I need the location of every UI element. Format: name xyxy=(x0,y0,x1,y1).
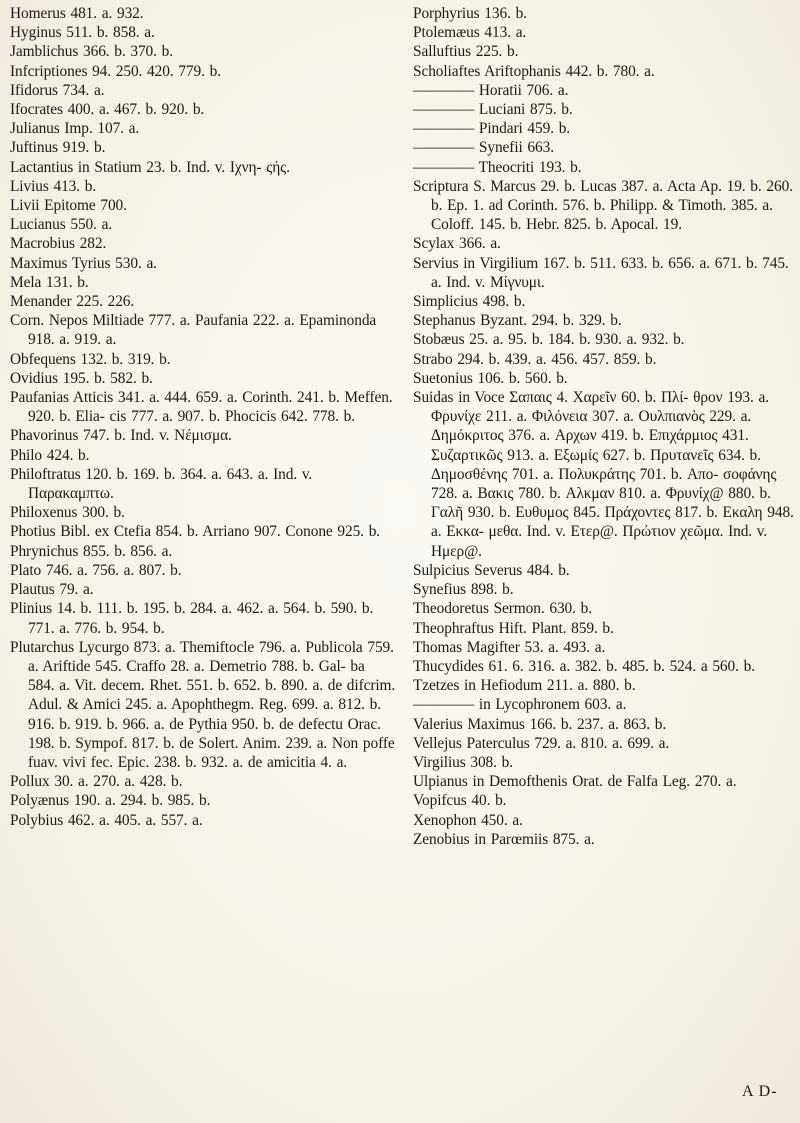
index-entry: Polybius 462. a. 405. a. 557. a. xyxy=(10,811,203,829)
index-entry: Livius 413. b. xyxy=(10,177,97,195)
index-entry: Obfequens 132. b. 319. b. xyxy=(10,350,171,368)
index-entry: Plutarchus Lycurgo 873. a. Themiftocle 796. a. Publicola 759. a. Ariftide 545. Craffo 28. a. Demetrio 788. b. Gal- ba 584. a. Vit. decem. Rhet. 551. b. 652. b. 890. a. de difcrim. Adul. & Amici 245. a. Apophthegm. Reg. 699. a. 812. b. 916. b. 919. b. 966. a. de Pythia 950. b. de defectu Orac. 198. b. Sympof. 817. b. de Solert. Anim. 239. a. Non poffe fuav. vivi fec. Epic. 238. b. 932. a. de amicitia 4. a. xyxy=(10,638,396,771)
index-entry: ———— Horatii 706. a. xyxy=(413,81,569,99)
index-entry: ———— Theocriti 193. b. xyxy=(413,158,582,176)
index-entry: Simplicius 498. b. xyxy=(413,293,526,311)
index-entry: Pollux 30. a. 270. a. 428. b. xyxy=(10,773,183,791)
index-entry: Plato 746. a. 756. a. 807. b. xyxy=(10,561,182,579)
index-entry: Juftinus 919. b. xyxy=(10,139,106,157)
index-entry: Stobæus 25. a. 95. b. 184. b. 930. a. 932. b. xyxy=(413,331,685,349)
right-column xyxy=(413,4,796,849)
index-entry: Xenophon 450. a. xyxy=(413,811,523,829)
index-entry: Hyginus 511. b. 858. a. xyxy=(10,24,155,42)
index-entry: Homerus 481. a. 932. xyxy=(10,5,144,22)
index-entry: Theophraftus Hift. Plant. 859. b. xyxy=(413,619,614,637)
index-entry: Menander 225. 226. xyxy=(10,293,135,311)
index-entry: Ptolemæus 413. a. xyxy=(413,24,527,42)
index-entry: Virgilius 308. b. xyxy=(413,753,513,771)
index-entry: Thomas Magifter 53. a. 493. a. xyxy=(413,638,606,656)
index-entry: Ulpianus in Demofthenis Orat. de Falfa Leg. 270. a. xyxy=(413,773,737,791)
index-entry: Zenobius in Parœmiis 875. a. xyxy=(413,830,595,848)
index-entry: Photius Bibl. ex Ctefia 854. b. Arriano 907. Conone 925. b. xyxy=(10,523,381,541)
index-entry: Servius in Virgilium 167. b. 511. 633. b. 656. a. 671. b. 745. a. Ind. v. Μίγνυμι. xyxy=(413,254,789,291)
index-entry: Mela 131. b. xyxy=(10,273,89,291)
index-entry: Ovidius 195. b. 582. b. xyxy=(10,369,153,387)
index-entry: Philo 424. b. xyxy=(10,446,90,464)
index-entry: Philoxenus 300. b. xyxy=(10,504,125,522)
index-entry: Livii Epitome 700. xyxy=(10,197,127,215)
index-entry: Maximus Tyrius 530. a. xyxy=(10,254,157,272)
index-entry: Paufanias Atticis 341. a. 444. 659. a. Corinth. 241. b. Meffen. 920. b. Elia- cis 777. a. 907. b. Phocicis 642. 778. b. xyxy=(10,389,393,426)
index-entry: Salluftius 225. b. xyxy=(413,43,519,61)
index-entry: Plautus 79. a. xyxy=(10,581,94,599)
index-entry: Tzetzes in Hefiodum 211. a. 880. b. xyxy=(413,677,636,695)
index-entry: Philoftratus 120. b. 169. b. 364. a. 643. a. Ind. v. Παρακαμπτω. xyxy=(10,465,313,503)
index-entry: Julianus Imp. 107. a. xyxy=(10,120,140,138)
index-entry: ———— in Lycophronem 603. a. xyxy=(413,696,627,714)
index-entry: Ifidorus 734. a. xyxy=(10,81,105,99)
index-entry: Lucianus 550. a. xyxy=(10,216,113,234)
left-column xyxy=(10,4,396,830)
index-entry: ———— Synefii 663. xyxy=(413,139,554,157)
index-entry: Vellejus Paterculus 729. a. 810. a. 699. a. xyxy=(413,734,670,752)
index-entry: Scriptura S. Marcus 29. b. Lucas 387. a. Acta Ap. 19. b. 260. b. Ep. 1. ad Corinth. 576. b. Philipp. & Timoth. 385. a. Coloff. 145. b. Hebr. 825. b. Apocal. 19. xyxy=(413,177,793,234)
index-entry: Suidas in Voce Σαπαις 4. Χαρεῖν 60. b. Πλί- θρον 193. a. Φρυνίχε 211. a. Φιλόνεια 307. a. Ουλπιανὸς 229. a. Δημόκριτος 376. a. Αρχων 419. b. Επιχάρμιος 431. Συζαρτικῶς 913. a. Εξωμίς 627. b. Πρυτανεῖς 634. b. Δημοσθένης 701. a. Πολυκράτης 701. b. Απο- σοφάνης 728. a. Βακις 780. b. Αλκμαν 810. a. Φρυνίχ@ 880. b. Γαλῆ 930. b. Ευθυμος 845. Πράχοντες 817. b. Εκαλη 948. a. Εκκα- μεθα. Ind. v. Ετερ@. Πρώτιον χεῶμα. Ind. v. Ημερ@. xyxy=(413,389,794,560)
index-entry: ———— Luciani 875. b. xyxy=(413,101,573,119)
index-entry: Synefius 898. b. xyxy=(413,581,514,599)
index-entry: Strabo 294. b. 439. a. 456. 457. 859. b. xyxy=(413,350,657,368)
index-entry: Ifocrates 400. a. 467. b. 920. b. xyxy=(10,101,205,119)
index-entry: Lactantius in Statium 23. b. Ind. v. Ιχνη- ςής. xyxy=(10,158,290,176)
index-entry: Stephanus Byzant. 294. b. 329. b. xyxy=(413,312,622,330)
index-entry: Phrynichus 855. b. 856. a. xyxy=(10,542,173,560)
index-entry: Scholiaftes Ariftophanis 442. b. 780. a. xyxy=(413,62,655,80)
index-entry: ———— Pindari 459. b. xyxy=(413,120,571,138)
index-entry: Vopifcus 40. b. xyxy=(413,792,507,810)
index-entry: Jamblichus 366. b. 370. b. xyxy=(10,43,173,61)
index-entry: Macrobius 282. xyxy=(10,235,107,253)
index-entry: Phavorinus 747. b. Ind. v. Νέμισμα. xyxy=(10,427,232,445)
index-entry: Theodoretus Sermon. 630. b. xyxy=(413,600,592,618)
index-entry: Polyænus 190. a. 294. b. 985. b. xyxy=(10,792,211,810)
index-entry: Sulpicius Severus 484. b. xyxy=(413,561,570,579)
index-entry: Suetonius 106. b. 560. b. xyxy=(413,369,568,387)
index-entry: Thucydides 61. 6. 316. a. 382. b. 485. b. 524. a 560. b. xyxy=(413,657,755,675)
index-entry: Plinius 14. b. 111. b. 195. b. 284. a. 462. a. 564. b. 590. b. 771. a. 776. b. 954. b. xyxy=(10,600,374,637)
index-entry: Valerius Maximus 166. b. 237. a. 863. b. xyxy=(413,715,667,733)
index-entry: Corn. Nepos Miltiade 777. a. Paufania 222. a. Epaminonda 918. a. 919. a. xyxy=(10,312,377,349)
index-entry: Scylax 366. a. xyxy=(413,235,501,253)
catchword: A D- xyxy=(742,1083,778,1100)
index-entry: Infcriptiones 94. 250. 420. 779. b. xyxy=(10,62,221,80)
index-entry: Porphyrius 136. b. xyxy=(413,5,527,22)
